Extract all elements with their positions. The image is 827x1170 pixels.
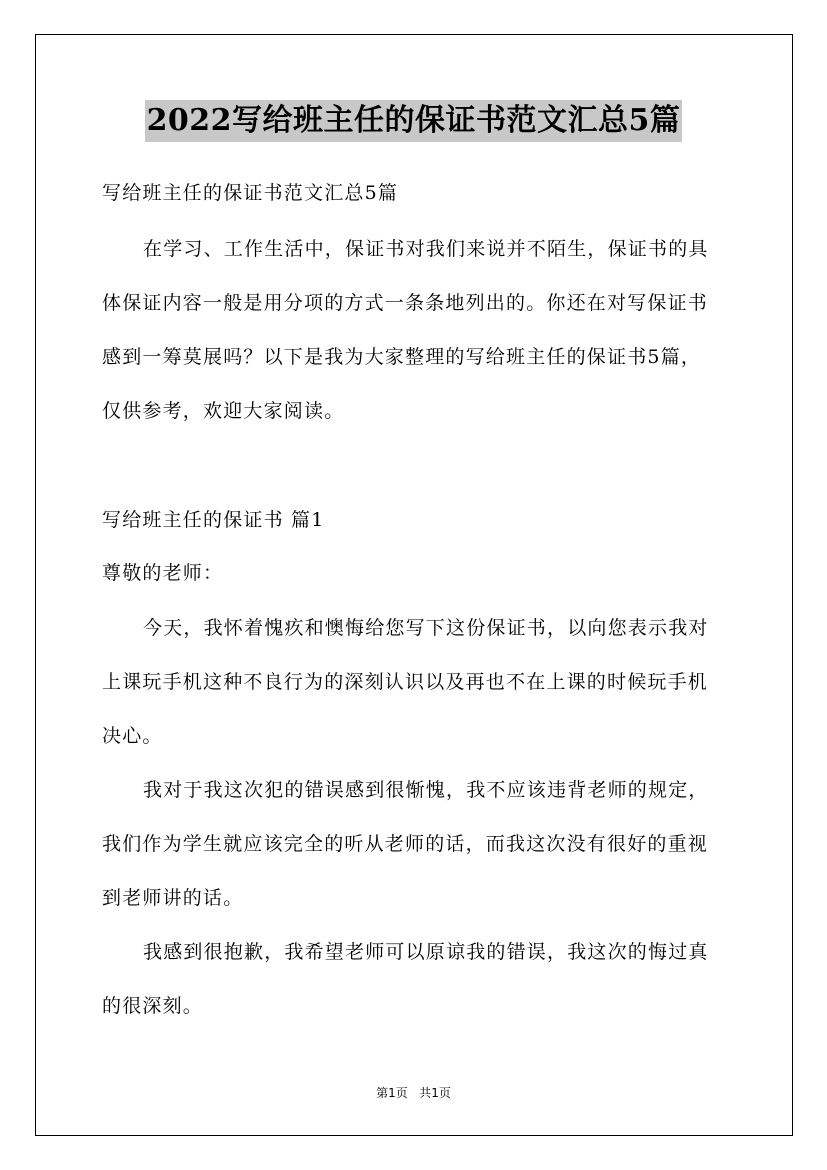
salutation: 尊敬的老师：	[102, 562, 224, 584]
intro-line: 仅供参考，欢迎大家阅读。	[102, 400, 345, 422]
page-number: 第1页	[376, 1086, 408, 1100]
document-title: 2022写给班主任的保证书范文汇总5篇	[145, 100, 683, 142]
intro-line: 体保证内容一般是用分项的方式一条条地列出的。你还在对写保证书	[102, 292, 709, 314]
body-line: 上课玩手机这种不良行为的深刻认识以及再也不在上课的时候玩手机	[102, 671, 709, 693]
section-heading: 写给班主任的保证书 篇1	[102, 509, 325, 531]
page-total: 共1页	[419, 1086, 451, 1100]
body-line: 我们作为学生就应该完全的听从老师的话，而我这次没有很好的重视	[102, 833, 709, 855]
title-container	[0, 100, 827, 142]
body-line: 决心。	[102, 725, 163, 747]
intro-line: 感到一筹莫展吗？以下是我为大家整理的写给班主任的保证书5篇，	[102, 346, 702, 368]
page-footer	[0, 1085, 827, 1101]
subtitle: 写给班主任的保证书范文汇总5篇	[102, 182, 399, 204]
body-line: 我感到很抱歉，我希望老师可以原谅我的错误，我这次的悔过真	[143, 941, 709, 963]
intro-line: 在学习、工作生活中，保证书对我们来说并不陌生，保证书的具	[143, 238, 709, 260]
body-line: 的很深刻。	[102, 995, 204, 1017]
body-line: 到老师讲的话。	[102, 887, 244, 909]
body-line: 今天，我怀着愧疚和懊悔给您写下这份保证书，以向您表示我对	[143, 617, 709, 639]
body-line: 我对于我这次犯的错误感到很惭愧，我不应该违背老师的规定，	[143, 779, 709, 801]
